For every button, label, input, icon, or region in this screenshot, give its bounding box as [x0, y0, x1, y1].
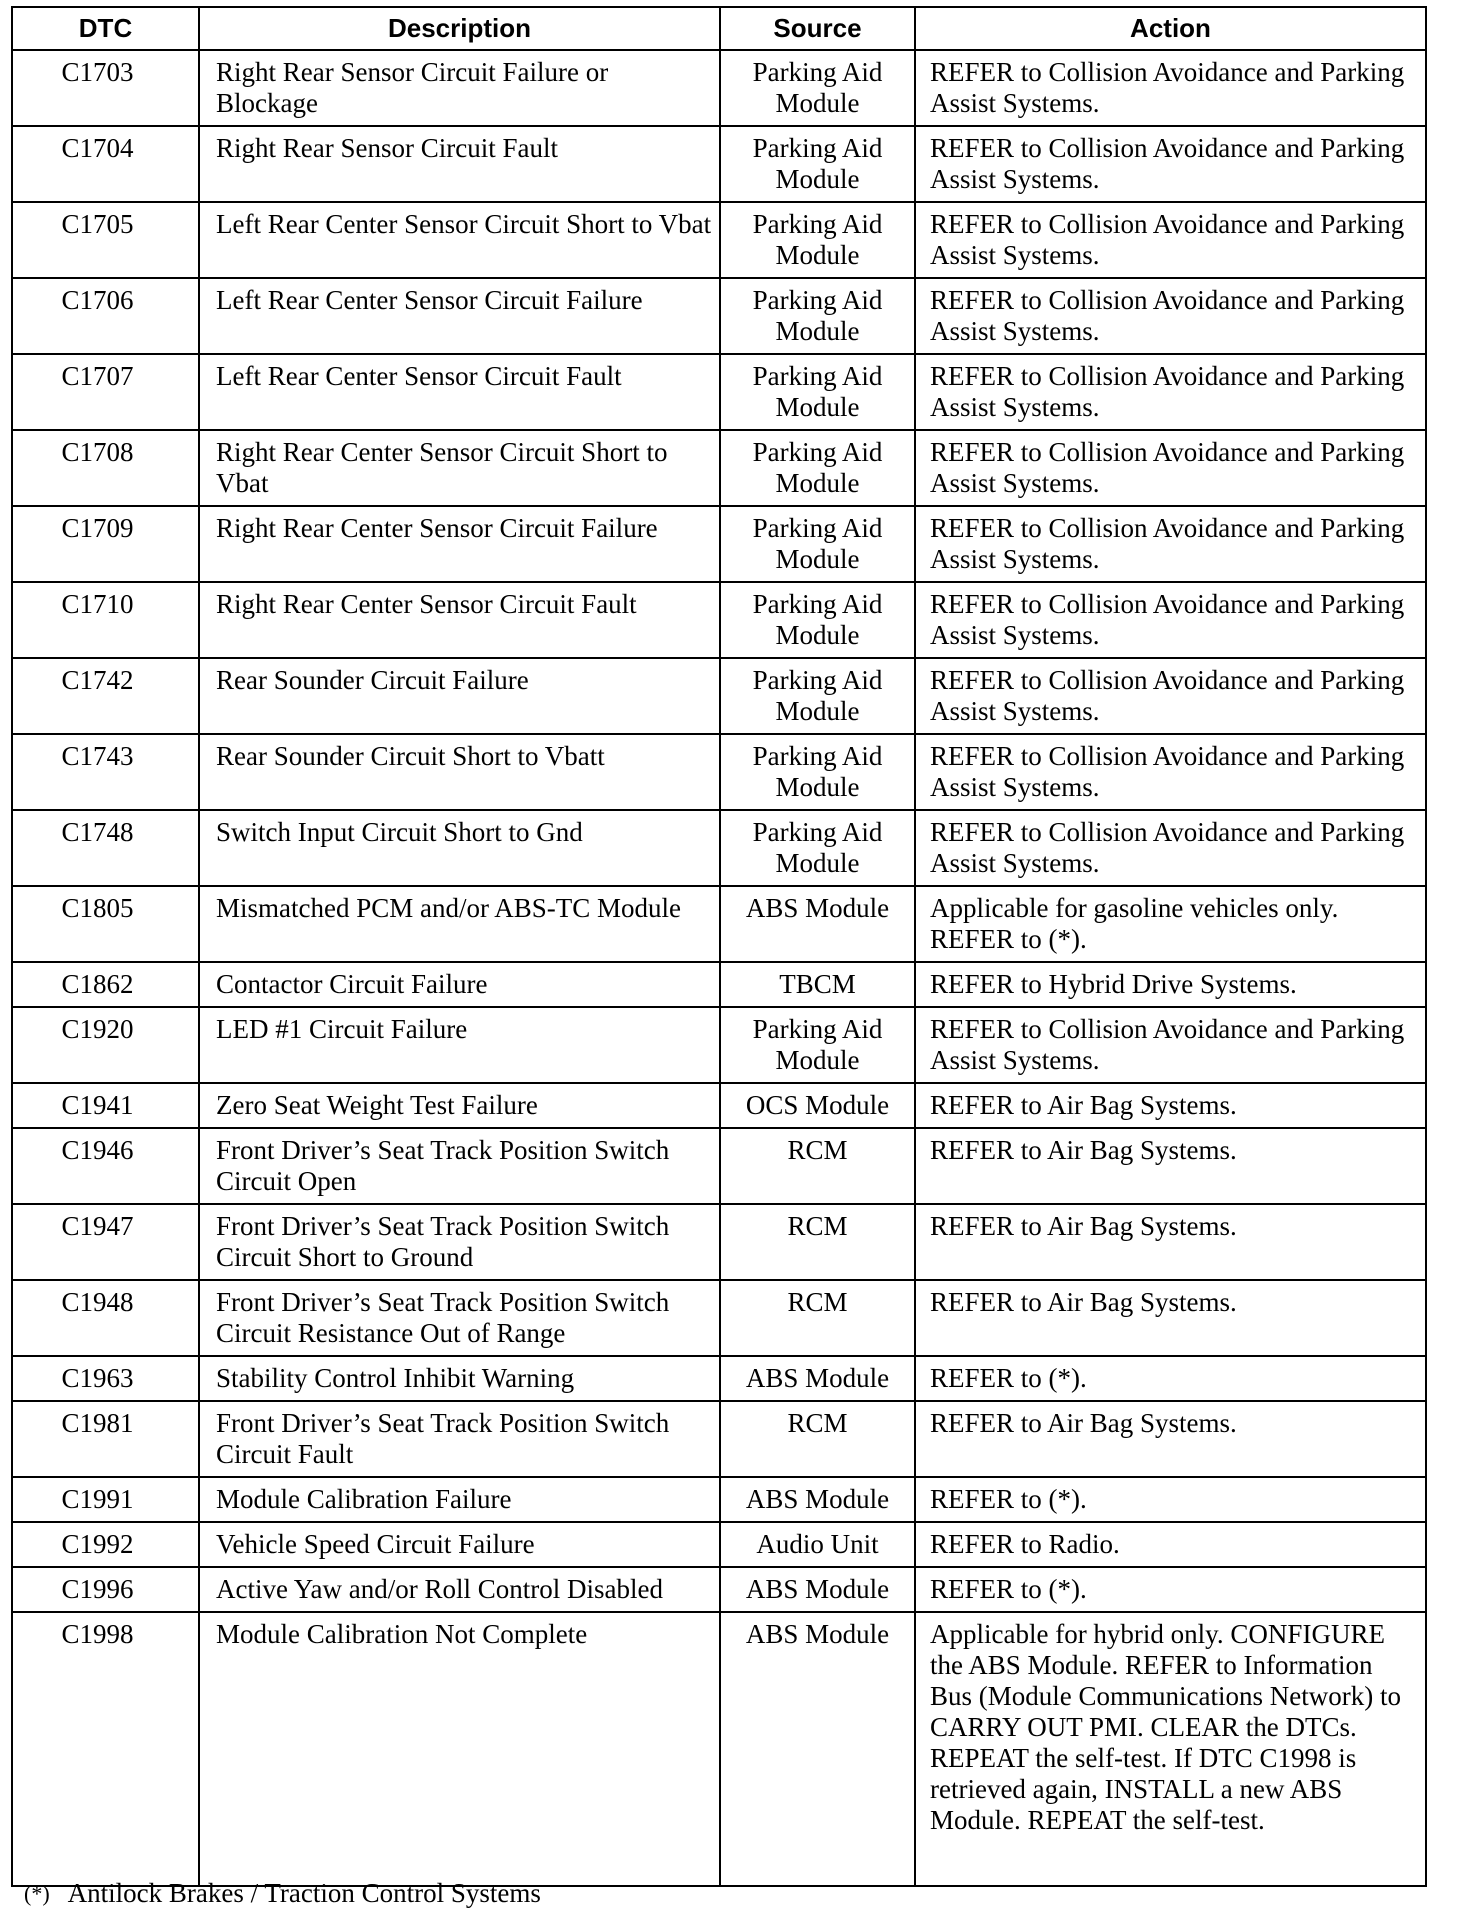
dtc-source: Parking Aid Module	[720, 506, 915, 582]
dtc-source: Parking Aid Module	[720, 810, 915, 886]
dtc-source: Parking Aid Module	[720, 658, 915, 734]
dtc-action: REFER to Collision Avoidance and Parking Assist Systems.	[915, 582, 1426, 658]
dtc-source: Parking Aid Module	[720, 50, 915, 126]
dtc-action: REFER to (*).	[915, 1567, 1426, 1612]
dtc-code: C1947	[12, 1204, 199, 1280]
dtc-action: REFER to Air Bag Systems.	[915, 1401, 1426, 1477]
dtc-code: C1948	[12, 1280, 199, 1356]
dtc-code: C1963	[12, 1356, 199, 1401]
dtc-source: ABS Module	[720, 1612, 915, 1886]
table-row	[12, 1204, 1426, 1280]
dtc-code: C1742	[12, 658, 199, 734]
dtc-code: C1992	[12, 1522, 199, 1567]
dtc-action: REFER to Collision Avoidance and Parking Assist Systems.	[915, 810, 1426, 886]
dtc-source: ABS Module	[720, 1356, 915, 1401]
dtc-code: C1704	[12, 126, 199, 202]
dtc-source: Parking Aid Module	[720, 126, 915, 202]
dtc-source: Parking Aid Module	[720, 354, 915, 430]
dtc-description: Rear Sounder Circuit Failure	[199, 658, 720, 734]
dtc-description: Right Rear Center Sensor Circuit Failure	[199, 506, 720, 582]
dtc-code: C1743	[12, 734, 199, 810]
dtc-code: C1703	[12, 50, 199, 126]
dtc-code: C1991	[12, 1477, 199, 1522]
table-row	[12, 1280, 1426, 1356]
dtc-action: Applicable for hybrid only. CONFIGURE the ABS Module. REFER to Information Bus (Module Communications Network) to CARRY OUT PMI. CLEAR the DTCs. REPEAT the self-test. If DTC C1998 is retrieved again, INSTALL a new ABS Module. REPEAT the self-test.	[915, 1612, 1426, 1886]
dtc-description: Left Rear Center Sensor Circuit Fault	[199, 354, 720, 430]
dtc-description: LED #1 Circuit Failure	[199, 1007, 720, 1083]
dtc-action: REFER to Air Bag Systems.	[915, 1204, 1426, 1280]
table-row	[12, 1477, 1426, 1522]
dtc-code: C1946	[12, 1128, 199, 1204]
table-row	[12, 202, 1426, 278]
dtc-code: C1941	[12, 1083, 199, 1128]
dtc-description: Stability Control Inhibit Warning	[199, 1356, 720, 1401]
dtc-description: Contactor Circuit Failure	[199, 962, 720, 1007]
dtc-description: Module Calibration Failure	[199, 1477, 720, 1522]
dtc-source: ABS Module	[720, 1477, 915, 1522]
dtc-description: Front Driver’s Seat Track Position Switch Circuit Short to Ground	[199, 1204, 720, 1280]
table-row	[12, 1083, 1426, 1128]
dtc-source: RCM	[720, 1280, 915, 1356]
dtc-description: Vehicle Speed Circuit Failure	[199, 1522, 720, 1567]
table-row	[12, 886, 1426, 962]
dtc-source: Parking Aid Module	[720, 430, 915, 506]
dtc-action: REFER to Collision Avoidance and Parking Assist Systems.	[915, 202, 1426, 278]
dtc-action: REFER to (*).	[915, 1356, 1426, 1401]
dtc-action: REFER to Hybrid Drive Systems.	[915, 962, 1426, 1007]
dtc-source: RCM	[720, 1128, 915, 1204]
dtc-code: C1710	[12, 582, 199, 658]
dtc-source: RCM	[720, 1204, 915, 1280]
table-header-row	[12, 7, 1426, 50]
footnote-text: Antilock Brakes / Traction Control Systems	[67, 1878, 541, 1908]
table-row	[12, 126, 1426, 202]
dtc-code: C1708	[12, 430, 199, 506]
dtc-code: C1998	[12, 1612, 199, 1886]
table-row	[12, 50, 1426, 126]
table-row	[12, 1567, 1426, 1612]
dtc-source: ABS Module	[720, 886, 915, 962]
dtc-code: C1706	[12, 278, 199, 354]
table-row	[12, 354, 1426, 430]
table-row	[12, 1522, 1426, 1567]
dtc-code: C1996	[12, 1567, 199, 1612]
dtc-source: Parking Aid Module	[720, 582, 915, 658]
dtc-action: REFER to (*).	[915, 1477, 1426, 1522]
table-row	[12, 1356, 1426, 1401]
dtc-action: REFER to Radio.	[915, 1522, 1426, 1567]
table-row	[12, 1612, 1426, 1886]
footnote	[24, 1878, 541, 1909]
dtc-source: OCS Module	[720, 1083, 915, 1128]
dtc-action: REFER to Collision Avoidance and Parking Assist Systems.	[915, 658, 1426, 734]
dtc-action: REFER to Collision Avoidance and Parking Assist Systems.	[915, 734, 1426, 810]
dtc-source: ABS Module	[720, 1567, 915, 1612]
dtc-description: Module Calibration Not Complete	[199, 1612, 720, 1886]
table-row	[12, 810, 1426, 886]
table-row	[12, 1007, 1426, 1083]
dtc-action: REFER to Air Bag Systems.	[915, 1128, 1426, 1204]
dtc-description: Right Rear Sensor Circuit Failure or Blockage	[199, 50, 720, 126]
footnote-mark: (*)	[24, 1881, 50, 1906]
dtc-source: Parking Aid Module	[720, 278, 915, 354]
dtc-action: REFER to Collision Avoidance and Parking Assist Systems.	[915, 126, 1426, 202]
dtc-code: C1748	[12, 810, 199, 886]
dtc-description: Front Driver’s Seat Track Position Switch Circuit Open	[199, 1128, 720, 1204]
table-row	[12, 658, 1426, 734]
dtc-code: C1805	[12, 886, 199, 962]
dtc-source: Parking Aid Module	[720, 734, 915, 810]
dtc-code: C1705	[12, 202, 199, 278]
table-row	[12, 430, 1426, 506]
dtc-action: REFER to Collision Avoidance and Parking Assist Systems.	[915, 1007, 1426, 1083]
header-description: Description	[199, 7, 720, 50]
dtc-source: RCM	[720, 1401, 915, 1477]
dtc-action: REFER to Collision Avoidance and Parking Assist Systems.	[915, 506, 1426, 582]
table-row	[12, 734, 1426, 810]
table-row	[12, 582, 1426, 658]
header-dtc: DTC	[12, 7, 199, 50]
dtc-code: C1707	[12, 354, 199, 430]
dtc-description: Left Rear Center Sensor Circuit Short to Vbat	[199, 202, 720, 278]
table-row	[12, 1401, 1426, 1477]
dtc-description: Mismatched PCM and/or ABS-TC Module	[199, 886, 720, 962]
dtc-description: Active Yaw and/or Roll Control Disabled	[199, 1567, 720, 1612]
table-row	[12, 1128, 1426, 1204]
dtc-action: REFER to Collision Avoidance and Parking Assist Systems.	[915, 50, 1426, 126]
dtc-source: Audio Unit	[720, 1522, 915, 1567]
header-source: Source	[720, 7, 915, 50]
dtc-code: C1981	[12, 1401, 199, 1477]
dtc-description: Rear Sounder Circuit Short to Vbatt	[199, 734, 720, 810]
dtc-action: REFER to Collision Avoidance and Parking Assist Systems.	[915, 354, 1426, 430]
dtc-action: REFER to Collision Avoidance and Parking Assist Systems.	[915, 278, 1426, 354]
dtc-source: TBCM	[720, 962, 915, 1007]
header-action: Action	[915, 7, 1426, 50]
table-row	[12, 962, 1426, 1007]
dtc-description: Front Driver’s Seat Track Position Switch Circuit Resistance Out of Range	[199, 1280, 720, 1356]
dtc-description: Front Driver’s Seat Track Position Switch Circuit Fault	[199, 1401, 720, 1477]
dtc-description: Switch Input Circuit Short to Gnd	[199, 810, 720, 886]
dtc-action: REFER to Air Bag Systems.	[915, 1083, 1426, 1128]
dtc-source: Parking Aid Module	[720, 202, 915, 278]
dtc-code: C1709	[12, 506, 199, 582]
dtc-description: Right Rear Center Sensor Circuit Short to Vbat	[199, 430, 720, 506]
dtc-description: Right Rear Center Sensor Circuit Fault	[199, 582, 720, 658]
dtc-code: C1920	[12, 1007, 199, 1083]
dtc-description: Zero Seat Weight Test Failure	[199, 1083, 720, 1128]
table-row	[12, 506, 1426, 582]
dtc-description: Left Rear Center Sensor Circuit Failure	[199, 278, 720, 354]
dtc-source: Parking Aid Module	[720, 1007, 915, 1083]
dtc-description: Right Rear Sensor Circuit Fault	[199, 126, 720, 202]
dtc-action: Applicable for gasoline vehicles only. REFER to (*).	[915, 886, 1426, 962]
dtc-action: REFER to Air Bag Systems.	[915, 1280, 1426, 1356]
dtc-table	[11, 6, 1427, 1887]
dtc-action: REFER to Collision Avoidance and Parking Assist Systems.	[915, 430, 1426, 506]
table-row	[12, 278, 1426, 354]
dtc-code: C1862	[12, 962, 199, 1007]
